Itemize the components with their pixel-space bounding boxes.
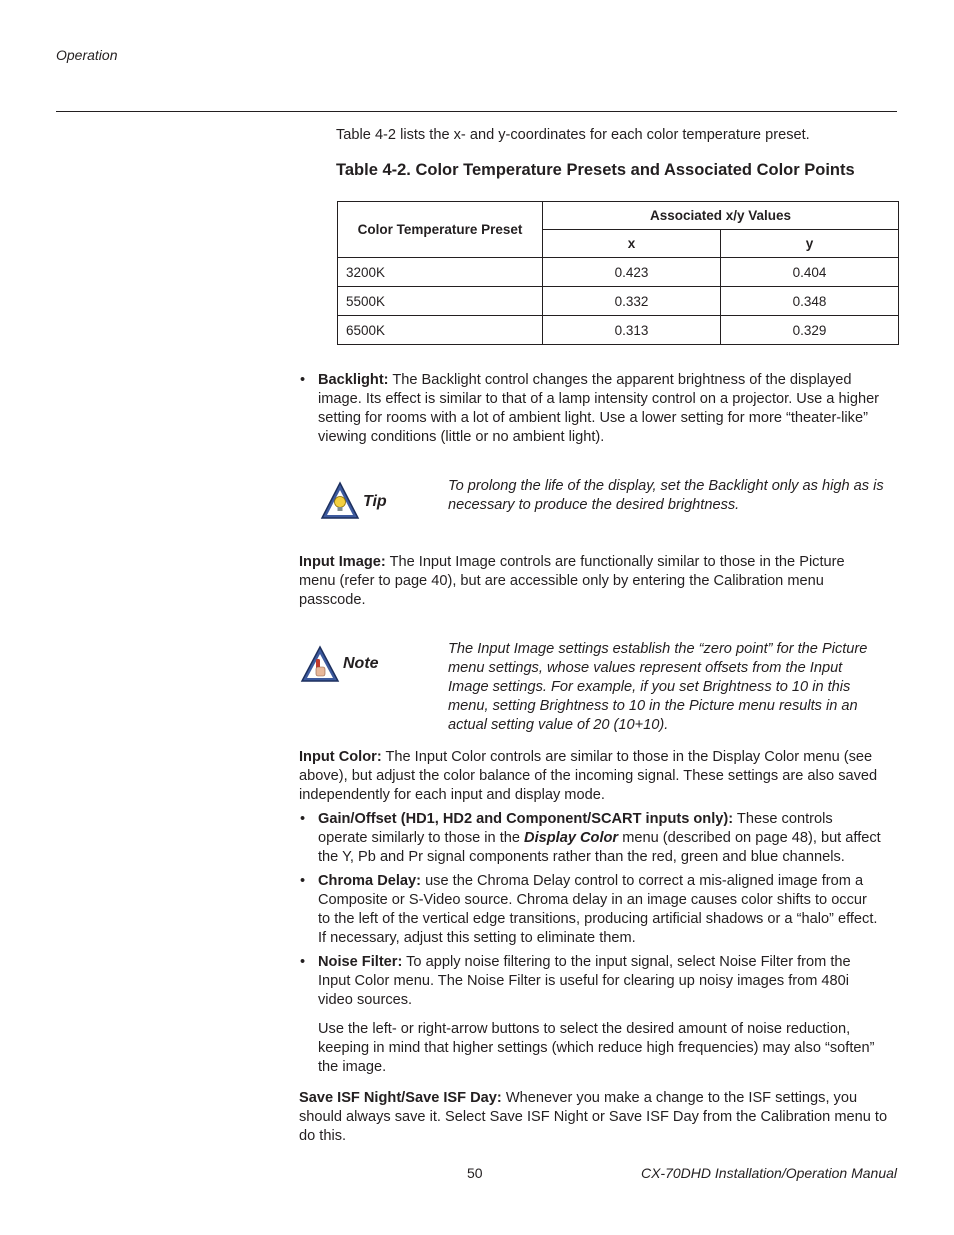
save-isf-line: do this. bbox=[299, 1128, 347, 1144]
note-label: Note bbox=[343, 655, 379, 672]
input-image-line-text: The Input Image controls are functionally similar to those in the Picture bbox=[389, 554, 845, 570]
note-text bbox=[448, 640, 898, 735]
chroma-delay-line: If necessary, adjust this setting to eliminate them. bbox=[318, 930, 636, 946]
col-header-preset: Color Temperature Preset bbox=[338, 202, 543, 258]
bullet-dot: • bbox=[300, 954, 306, 970]
backlight-label: Backlight: bbox=[318, 372, 389, 388]
input-image-line: menu (refer to page 40), but are accessible only by entering the Calibration menu bbox=[299, 573, 824, 589]
gain-offset-label: Gain/Offset (HD1, HD2 and Component/SCART inputs only): bbox=[318, 811, 734, 827]
noise-filter-text bbox=[318, 953, 898, 1010]
input-image-paragraph bbox=[299, 553, 899, 610]
save-isf-line: should always save it. Select Save ISF Night or Save ISF Day from the Calibration menu to bbox=[299, 1109, 888, 1125]
input-color-line: above), but adjust the color balance of the incoming signal. These settings are also saved bbox=[299, 768, 878, 784]
chroma-delay-line bbox=[318, 872, 898, 891]
backlight-line-text: The Backlight control changes the apparent brightness of the displayed bbox=[392, 372, 852, 388]
backlight-line: setting for rooms with a lot of ambient light. Use a lower setting for more “theater-like” bbox=[318, 410, 868, 426]
tip-line: necessary to produce the desired brightness. bbox=[448, 497, 740, 513]
chroma-delay-line-text: use the Chroma Delay control to correct a mis-aligned image from a bbox=[425, 873, 864, 889]
color-temperature-table bbox=[337, 201, 899, 345]
table-row bbox=[338, 287, 899, 316]
bullet-dot: • bbox=[300, 811, 306, 827]
cell-x: 0.313 bbox=[543, 316, 721, 345]
input-color-line: independently for each input and display mode. bbox=[299, 787, 605, 803]
gain-offset-line-text: These controls bbox=[736, 811, 833, 827]
input-color-paragraph bbox=[299, 748, 899, 805]
col-header-group: Associated x/y Values bbox=[543, 202, 899, 230]
noise-filter-paragraph-2 bbox=[318, 1020, 898, 1077]
input-color-line bbox=[299, 748, 899, 767]
gain-offset-line bbox=[318, 829, 898, 848]
note-line: actual setting value of 20 (10+10). bbox=[448, 717, 669, 733]
manual-title: CX-70DHD Installation/Operation Manual bbox=[640, 1165, 897, 1181]
tip-label: Tip bbox=[363, 493, 387, 510]
tip-line: To prolong the life of the display, set the Backlight only as high as is bbox=[448, 478, 884, 494]
tip-icon bbox=[320, 481, 360, 527]
save-isf-label: Save ISF Night/Save ISF Day: bbox=[299, 1090, 502, 1106]
bullet-dot: • bbox=[300, 372, 306, 388]
note-line: menu, setting Brightness to 10 in the Picture menu results in an bbox=[448, 698, 858, 714]
header-rule bbox=[56, 111, 897, 112]
save-isf-paragraph bbox=[299, 1089, 899, 1146]
backlight-text bbox=[318, 371, 898, 447]
cell-x: 0.332 bbox=[543, 287, 721, 316]
noise-filter-line: the image. bbox=[318, 1059, 387, 1075]
table-title: Table 4-2. Color Temperature Presets and Associated Color Points bbox=[336, 161, 855, 179]
note-line: menu settings, whose values represent offsets from the Input bbox=[448, 660, 843, 676]
backlight-line: viewing conditions (little or no ambient light). bbox=[318, 429, 605, 445]
bullet-dot: • bbox=[300, 873, 306, 889]
cell-preset: 6500K bbox=[338, 316, 543, 345]
display-color-reference: Display Color bbox=[524, 830, 619, 846]
cell-x: 0.423 bbox=[543, 258, 721, 287]
input-color-line-text: The Input Color controls are similar to those in the Display Color menu (see bbox=[385, 749, 873, 765]
gain-offset-line bbox=[318, 810, 898, 829]
chroma-delay-label: Chroma Delay: bbox=[318, 873, 421, 889]
chroma-delay-line: Composite or S-Video source. Chroma delay in an image causes color shifts to occur bbox=[318, 892, 867, 908]
cell-preset: 3200K bbox=[338, 258, 543, 287]
noise-filter-line: video sources. bbox=[318, 992, 413, 1008]
input-color-label: Input Color: bbox=[299, 749, 382, 765]
table-header-row bbox=[338, 202, 899, 230]
running-header: Operation bbox=[56, 47, 118, 63]
chroma-delay-text bbox=[318, 872, 898, 948]
noise-filter-line: Use the left- or right-arrow buttons to select the desired amount of noise reduction, bbox=[318, 1021, 851, 1037]
col-header-y: y bbox=[721, 230, 899, 258]
table-row bbox=[338, 316, 899, 345]
input-image-line: passcode. bbox=[299, 592, 366, 608]
cell-y: 0.348 bbox=[721, 287, 899, 316]
noise-filter-line: keeping in mind that higher settings (which reduce high frequencies) may also “soften” bbox=[318, 1040, 875, 1056]
gain-offset-text bbox=[318, 810, 898, 867]
chroma-delay-line: to the left of the vertical edge transitions, producing artificial shadows or a “halo” effect. bbox=[318, 911, 878, 927]
backlight-line bbox=[318, 371, 898, 390]
noise-filter-line-text: To apply noise filtering to the input signal, select Noise Filter from the bbox=[406, 954, 851, 970]
noise-filter-line: Input Color menu. The Noise Filter is useful for clearing up noisy images from 480i bbox=[318, 973, 850, 989]
page-number: 50 bbox=[467, 1165, 483, 1181]
gain-offset-line: the Y, Pb and Pr signal components rather than the red, green and blue channels. bbox=[318, 849, 845, 865]
note-icon bbox=[300, 645, 340, 689]
cell-preset: 5500K bbox=[338, 287, 543, 316]
save-isf-line bbox=[299, 1089, 899, 1108]
noise-filter-line bbox=[318, 953, 898, 972]
intro-text: Table 4-2 lists the x- and y-coordinates for each color temperature preset. bbox=[336, 127, 810, 143]
input-image-line bbox=[299, 553, 899, 572]
note-line: The Input Image settings establish the “zero point” for the Picture bbox=[448, 641, 868, 657]
cell-y: 0.404 bbox=[721, 258, 899, 287]
table-row bbox=[338, 258, 899, 287]
input-image-label: Input Image: bbox=[299, 554, 386, 570]
note-line: Image settings. For example, if you set Brightness to 10 in this bbox=[448, 679, 851, 695]
col-header-x: x bbox=[543, 230, 721, 258]
tip-text bbox=[448, 477, 898, 515]
cell-y: 0.329 bbox=[721, 316, 899, 345]
noise-filter-label: Noise Filter: bbox=[318, 954, 403, 970]
gain-offset-line-text: operate similarly to those in the bbox=[318, 830, 520, 846]
backlight-line: image. Its effect is similar to that of a lamp intensity control on a projector. Use a higher bbox=[318, 391, 880, 407]
save-isf-line-text: Whenever you make a change to the ISF settings, you bbox=[505, 1090, 858, 1106]
gain-offset-line-text: menu (described on page 48), but affect bbox=[622, 830, 881, 846]
